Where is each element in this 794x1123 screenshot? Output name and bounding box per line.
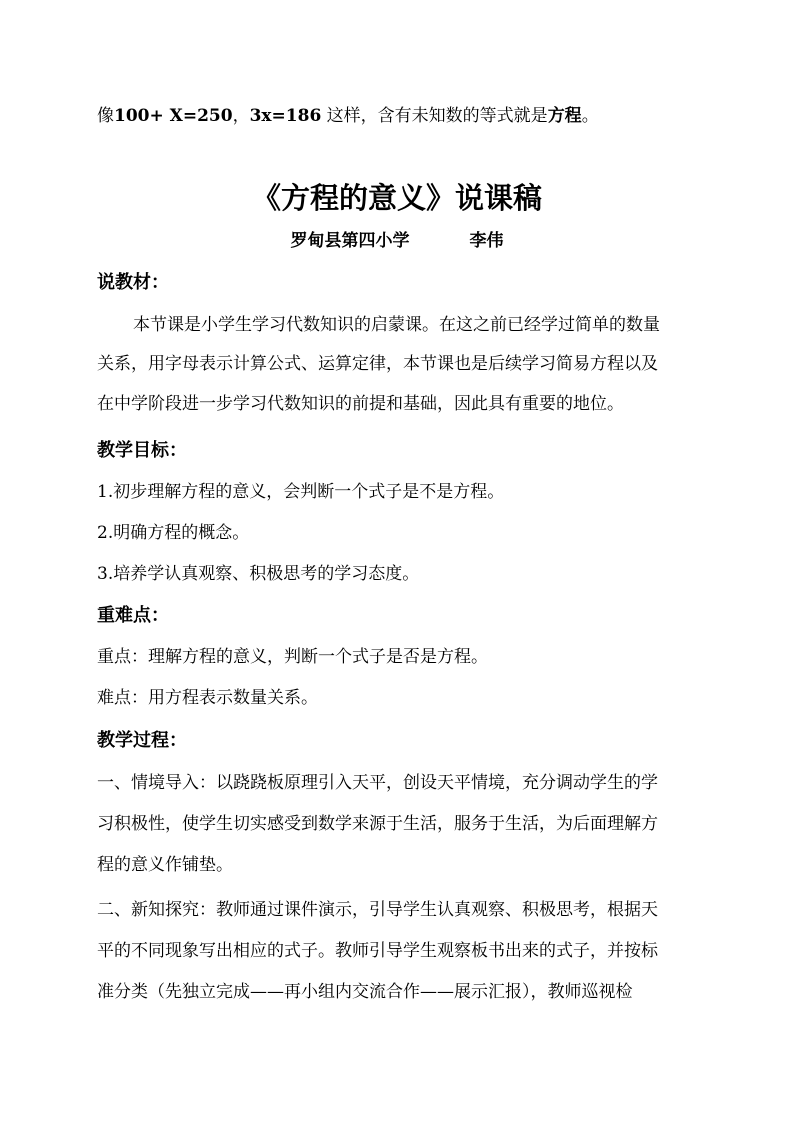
intro-sentence xyxy=(97,106,599,126)
intro-end: 。 xyxy=(581,106,599,126)
goal-text: 培养学认真观察、积极思考的学习态度。 xyxy=(113,564,420,584)
process-line: 程的意义作铺垫。 xyxy=(97,855,233,875)
document-subtitle xyxy=(0,231,794,251)
goal-text: 明确方程的概念。 xyxy=(113,523,250,543)
intro-middle: 这样，含有未知数的等式就是 xyxy=(321,106,548,126)
material-line: 关系，用字母表示计算公式、运算定律，本节课也是后续学习简易方程以及 xyxy=(97,354,658,374)
section-heading-goals: 教学目标： xyxy=(97,440,187,461)
process-line: 平的不同现象写出相应的式子。教师引导学生观察板书出来的式子，并按标 xyxy=(97,941,658,961)
process-line: 习积极性，使学生切实感受到数学来源于生活，服务于生活，为后面理解方 xyxy=(97,814,658,834)
goal-item xyxy=(97,482,504,502)
section-heading-keypoints: 重难点： xyxy=(97,605,169,626)
goal-number: 3. xyxy=(97,564,114,584)
author-name: 李伟 xyxy=(469,231,504,251)
intro-expression-1: 100+ X=250 xyxy=(114,106,233,126)
process-line: 准分类（先独立完成——再小组内交流合作——展示汇报），教师巡视检 xyxy=(97,982,633,1002)
material-line: 在中学阶段进一步学习代数知识的前提和基础，因此具有重要的地位。 xyxy=(97,394,624,414)
intro-term: 方程 xyxy=(547,106,582,126)
section-heading-material: 说教材： xyxy=(97,272,169,293)
goal-item xyxy=(97,564,419,584)
section-heading-process: 教学过程： xyxy=(97,730,187,751)
intro-comma: ， xyxy=(232,106,250,126)
goal-item xyxy=(97,523,249,543)
school-name: 罗甸县第四小学 xyxy=(290,231,410,251)
keypoint-line: 重点：理解方程的意义，判断一个式子是否是方程。 xyxy=(97,647,488,667)
goal-number: 2. xyxy=(97,523,114,543)
process-line: 二、新知探究：教师通过课件演示，引导学生认真观察、积极思考，根据天 xyxy=(97,900,658,920)
material-line: 本节课是小学生学习代数知识的启蒙课。在这之前已经学过简单的数量 xyxy=(133,315,660,335)
intro-prefix: 像 xyxy=(97,106,114,126)
goal-text: 初步理解方程的意义，会判断一个式子是不是方程。 xyxy=(113,482,505,502)
process-line: 一、情境导入：以跷跷板原理引入天平，创设天平情境，充分调动学生的学 xyxy=(97,773,658,793)
keypoint-line: 难点：用方程表示数量关系。 xyxy=(97,688,318,708)
goal-number: 1. xyxy=(97,482,114,502)
intro-expression-2: 3x=186 xyxy=(249,106,322,126)
document-title: 《方程的意义》说课稿 xyxy=(251,181,542,215)
